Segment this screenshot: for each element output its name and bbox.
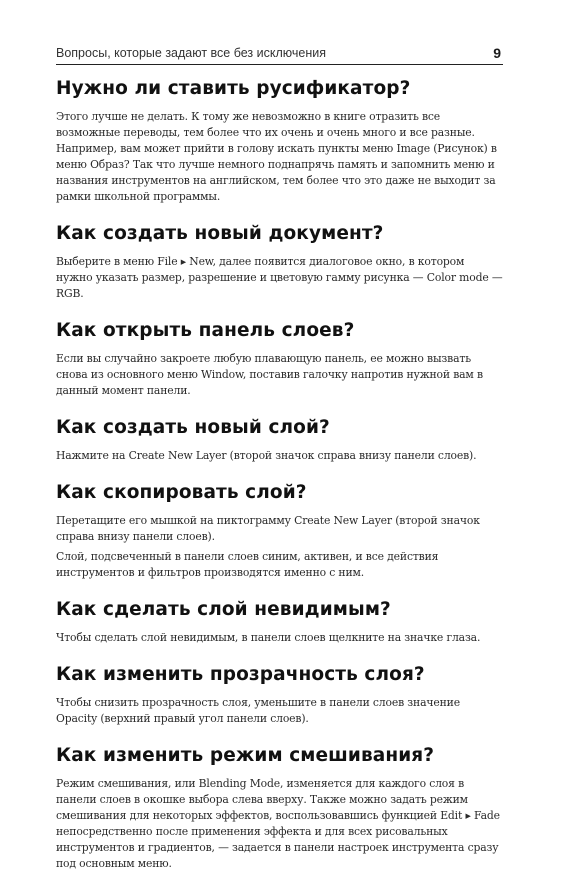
section-hide-layer [56, 599, 503, 646]
section-paragraph: Чтобы сделать слой невидимым, в панели слоев щелкните на значке глаза. [56, 631, 481, 644]
section-paragraph: Этого лучше не делать. К тому же невозможно в книге отразить все возможные переводы, тем более что их очень и очень много и все разные. Например, вам может прийти в голову искать пункты меню Image (Рисунок) в меню Образ? Так что лучше немного поднапрячь память и запомнить меню и названия инструментов на английском, тем более что это даже не выходит за рамки школьной программы. [56, 110, 497, 203]
section-new-layer [56, 417, 503, 464]
section-paragraph: Чтобы снизить прозрачность слоя, уменьшите в панели слоев значение Opacity (верхний правый угол панели слоев). [56, 696, 460, 725]
section-heading: Как изменить режим смешивания? [56, 745, 435, 766]
section-paragraph: Нажмите на Create New Layer (второй значок справа внизу панели слоев). [56, 449, 477, 462]
section-layer-opacity [56, 664, 503, 727]
page-number: 9 [493, 45, 501, 61]
section-heading: Как открыть панель слоев? [56, 320, 355, 341]
section-heading: Как скопировать слой? [56, 482, 307, 503]
section-paragraph: Выберите в меню File ▸ New, далее появится диалоговое окно, в котором нужно указать размер, разрешение и цветовую гамму рисунка — Color mode — RGB. [56, 255, 503, 300]
page-content [56, 78, 503, 890]
section-heading: Нужно ли ставить русификатор? [56, 78, 411, 99]
section-rusifikator [56, 78, 503, 205]
section-heading: Как создать новый документ? [56, 223, 384, 244]
running-title: Вопросы, которые задают все без исключения [56, 46, 326, 60]
section-copy-layer [56, 482, 503, 581]
section-paragraph: Режим смешивания, или Blending Mode, изменяется для каждого слоя в панели слоев в окошке выбора слева вверху. Также можно задать режим смешивания для некоторых эффектов, воспользовавшись функцией Edit ▸ Fade непосредственно после применения эффекта и для всех рисовальных инструментов и градиентов, — задается в панели настроек инструмента сразу под основным меню. [56, 777, 500, 870]
section-heading: Как изменить прозрачность слоя? [56, 664, 425, 685]
section-heading: Как сделать слой невидимым? [56, 599, 391, 620]
section-new-document [56, 223, 503, 302]
section-paragraph: Перетащите его мышкой на пиктограмму Create New Layer (второй значок справа внизу панели слоев). [56, 514, 480, 543]
section-heading: Как создать новый слой? [56, 417, 330, 438]
section-open-layers-panel [56, 320, 503, 399]
section-paragraph: Если вы случайно закроете любую плавающую панель, ее можно вызвать снова из основного меню Window, поставив галочку напротив нужной вам в данный момент панели. [56, 352, 483, 397]
section-blending-mode [56, 745, 503, 872]
section-paragraph: Слой, подсвеченный в панели слоев синим, активен, и все действия инструментов и фильтров производятся именно с ним. [56, 550, 439, 579]
running-header [56, 42, 503, 65]
